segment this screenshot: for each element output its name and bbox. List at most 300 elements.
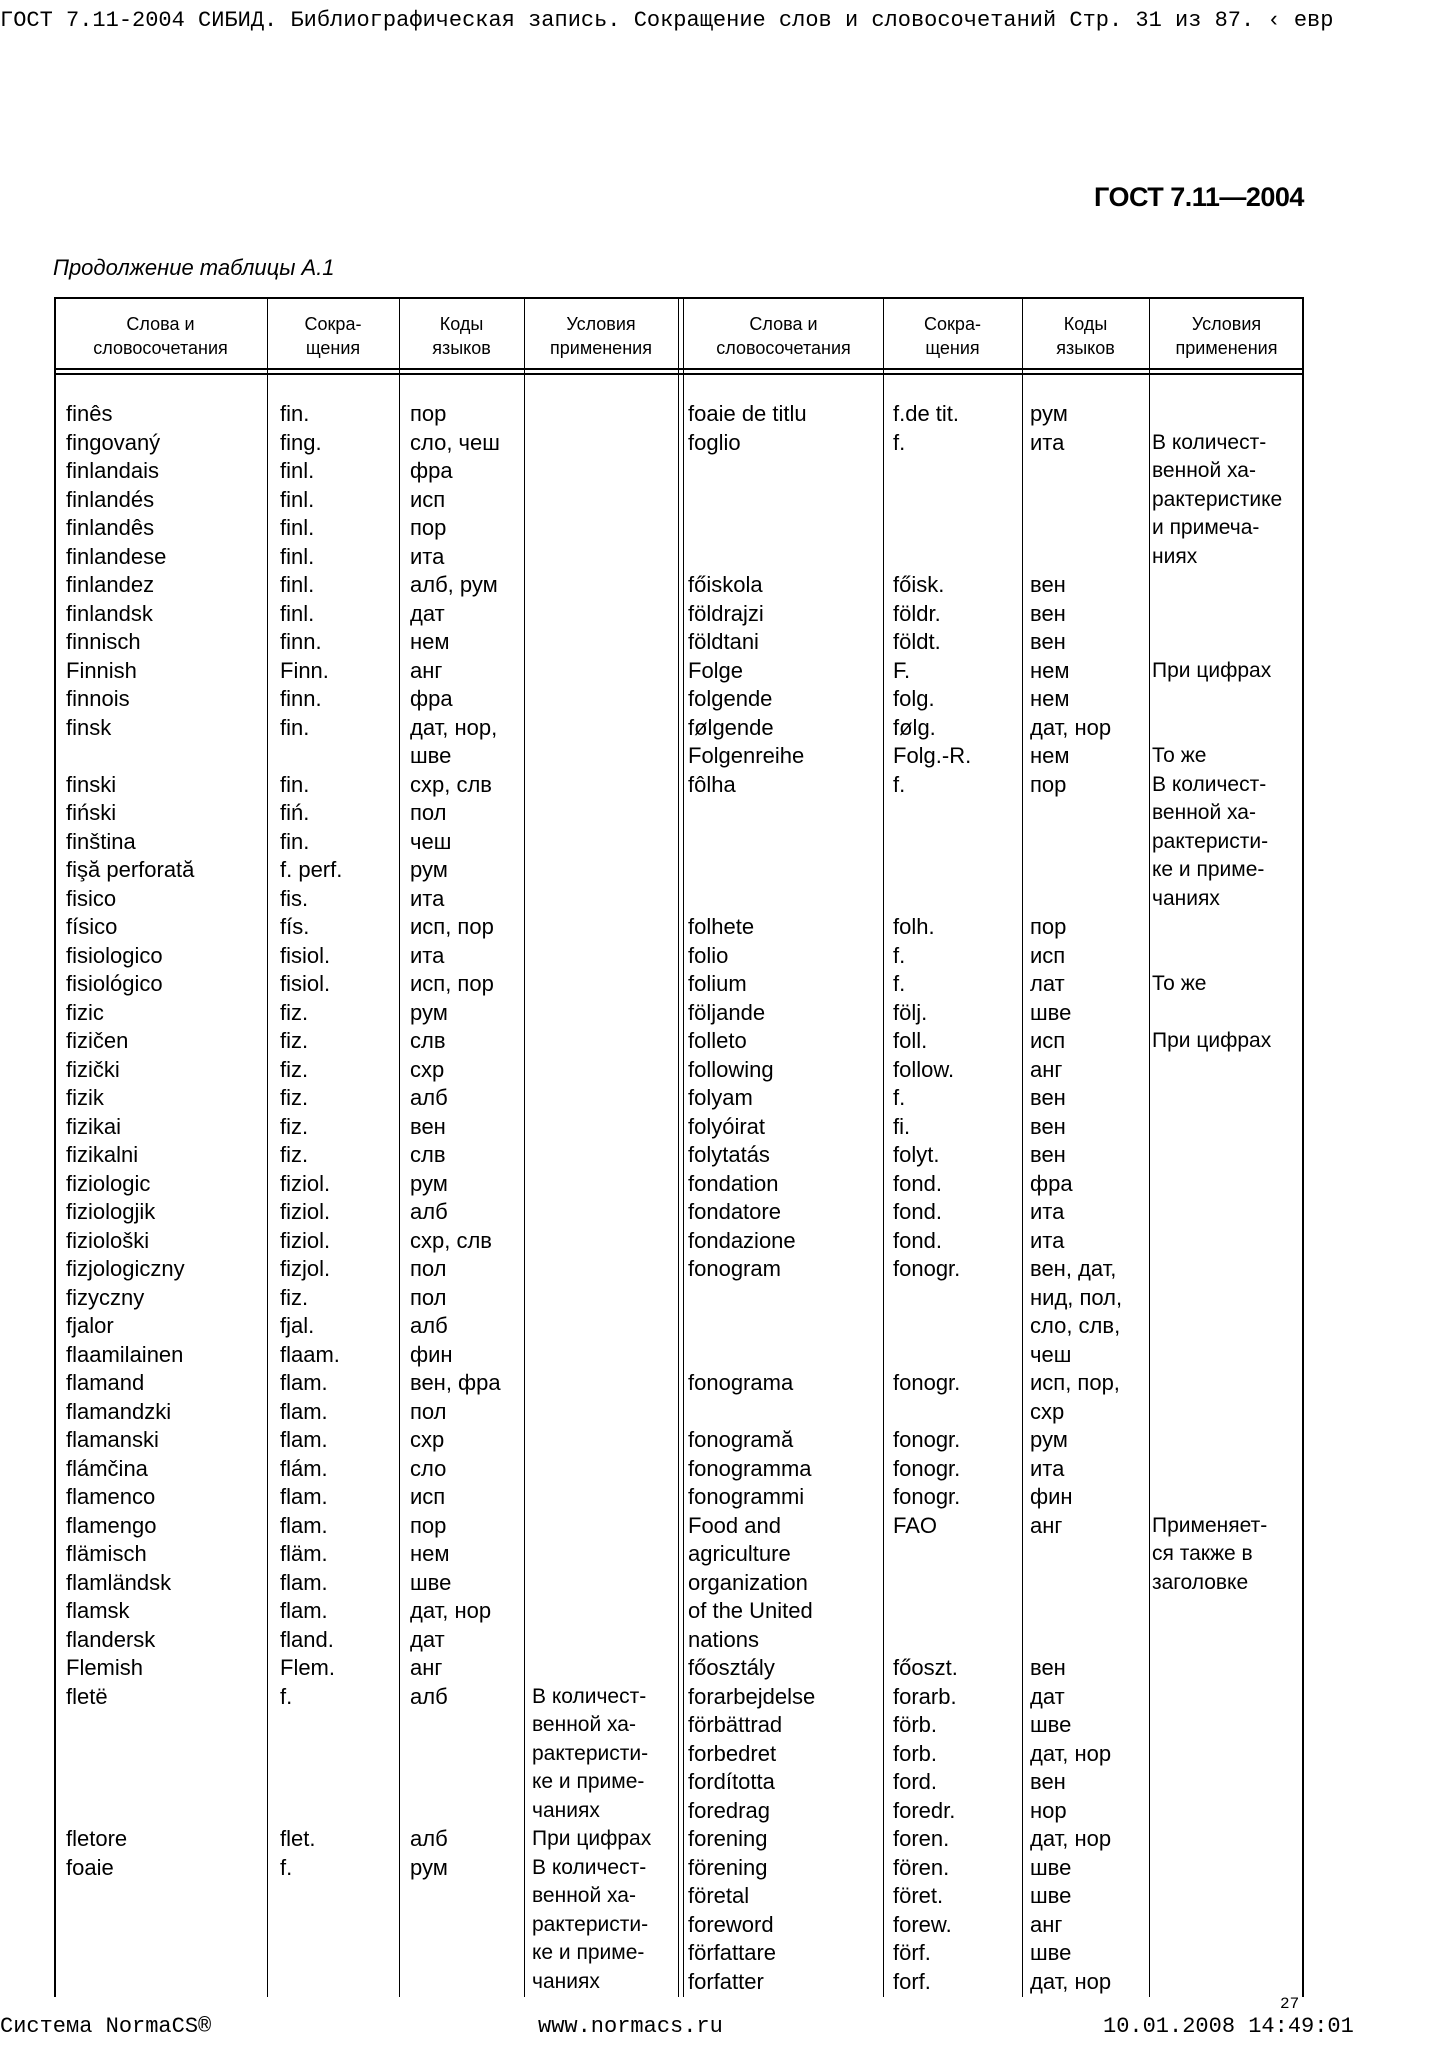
left-abbreviation-cell: fiz. <box>280 1113 309 1139</box>
right-abbreviation-cell: FAO <box>893 1512 938 1538</box>
right-condition-cell: То же <box>1152 744 1207 767</box>
right-word-cell: agriculture <box>688 1541 791 1566</box>
left-language-code-cell: шве <box>410 743 452 768</box>
right-language-code-cell: ита <box>1030 1199 1065 1224</box>
left-language-code-cell: ита <box>410 942 445 968</box>
right-word-cell: fonogrammi <box>688 1484 805 1509</box>
right-abbreviation-cell: fonogr. <box>893 1427 961 1452</box>
left-word-cell: fizyczny <box>66 1284 145 1310</box>
right-language-code-cell: шве <box>1030 1940 1072 1965</box>
left-language-code-cell: дат, нор, <box>410 714 498 740</box>
left-language-code-cell: алб <box>410 1313 448 1338</box>
right-language-code-cell: пор <box>1030 771 1067 797</box>
left-abbreviation-cell: fizjol. <box>280 1256 331 1281</box>
left-word-cell: flaamilainen <box>66 1341 184 1367</box>
right-abbreviation-cell: follow. <box>893 1056 955 1082</box>
left-language-code-cell: схр <box>410 1056 445 1082</box>
left-language-code-cell: вен, фра <box>410 1370 501 1395</box>
right-language-code-cell: исп, пор, <box>1030 1370 1120 1395</box>
left-word-cell: finski <box>66 771 117 797</box>
right-language-code-cell: вен <box>1030 572 1066 597</box>
column-header-line: Сокра- <box>924 314 981 334</box>
left-abbreviation-cell: finl. <box>280 543 315 569</box>
right-word-cell: organization <box>688 1569 808 1595</box>
left-word-cell: físico <box>66 914 118 939</box>
right-word-cell: følgende <box>688 714 774 740</box>
left-language-code-cell: исп, пор <box>410 914 494 939</box>
right-language-code-cell: шве <box>1030 1712 1072 1737</box>
left-language-code-cell: пол <box>410 1398 447 1424</box>
left-language-code-cell: исп <box>410 1484 446 1509</box>
left-language-code-cell: рум <box>410 857 448 882</box>
left-abbreviation-cell: flaam. <box>280 1341 340 1367</box>
left-abbreviation-cell: fisiol. <box>280 942 331 968</box>
right-abbreviation-cell: forew. <box>893 1911 952 1937</box>
left-word-cell: fizik <box>66 1085 104 1110</box>
column-header-line: щения <box>925 338 980 358</box>
left-language-code-cell: дат <box>410 1626 445 1652</box>
right-word-cell: following <box>688 1056 774 1082</box>
left-language-code-cell: алб <box>410 1199 448 1224</box>
left-abbreviation-cell: fiz. <box>280 1028 309 1053</box>
left-abbreviation-cell: finl. <box>280 572 315 597</box>
column-header-line: словосочетания <box>716 338 851 358</box>
left-word-cell: fiziologic <box>66 1170 151 1196</box>
left-word-cell: fisiológico <box>66 971 163 996</box>
left-language-code-cell: нем <box>410 629 450 654</box>
left-word-cell: fletë <box>66 1683 108 1709</box>
left-condition-cell: В количест- венной ха- рактеристи- ке и приме- чаниях <box>532 1855 649 1993</box>
left-language-code-cell: пор <box>410 515 447 540</box>
right-language-code-cell: шве <box>1030 999 1072 1025</box>
left-abbreviation-cell: finn. <box>280 629 322 654</box>
right-language-code-cell: сло, слв, <box>1030 1313 1121 1338</box>
right-abbreviation-cell: fonogr. <box>893 1484 961 1509</box>
left-word-cell: fingovaný <box>66 429 161 455</box>
left-word-cell: finlandese <box>66 543 167 569</box>
right-abbreviation-cell: følg. <box>893 714 936 740</box>
left-word-cell: flämisch <box>66 1541 147 1566</box>
right-word-cell: förening <box>688 1854 768 1880</box>
right-word-cell: folio <box>688 942 729 968</box>
left-language-code-cell: схр, слв <box>410 1227 492 1253</box>
right-word-cell: följande <box>688 999 766 1025</box>
left-language-code-cell: фин <box>410 1341 453 1367</box>
left-abbreviation-cell: f. perf. <box>280 857 343 882</box>
column-header-line: применения <box>1175 338 1278 358</box>
column-header <box>399 312 524 366</box>
right-word-cell: földrajzi <box>688 600 764 626</box>
column-divider <box>1149 297 1150 1997</box>
left-abbreviation-cell: flám. <box>280 1455 328 1481</box>
right-condition-cell: При цифрах <box>1152 658 1272 682</box>
left-abbreviation-cell: fin. <box>280 771 310 797</box>
left-language-code-cell: дат <box>410 600 445 626</box>
left-word-cell: fizikai <box>66 1113 122 1139</box>
left-word-cell: fişă perforată <box>66 857 195 882</box>
right-word-cell: forbedret <box>688 1740 777 1766</box>
right-abbreviation-cell: folg. <box>893 686 935 711</box>
right-word-cell: fondatore <box>688 1199 781 1224</box>
right-abbreviation-cell: f. <box>893 1085 906 1110</box>
column-header-line: Сокра- <box>304 314 362 334</box>
left-word-cell: fiński <box>66 800 117 825</box>
column-header-line: Коды <box>1063 314 1108 334</box>
abbreviation-table <box>54 297 1304 1997</box>
page-info: Стр. 31 из 87. <box>1069 8 1255 33</box>
left-word-cell: finlandês <box>66 515 155 540</box>
left-abbreviation-cell: fiz. <box>280 999 309 1025</box>
left-language-code-cell: дат, нор <box>410 1598 492 1623</box>
right-language-code-cell: рум <box>1030 401 1068 426</box>
right-abbreviation-cell: földr. <box>893 600 941 626</box>
right-language-code-cell: ита <box>1030 1227 1065 1253</box>
left-language-code-cell: слв <box>410 1142 446 1167</box>
standard-designation: ГОСТ 7.11—2004 <box>1094 182 1304 212</box>
right-word-cell: forfatter <box>688 1968 764 1994</box>
left-word-cell: foaie <box>66 1854 114 1880</box>
header-divider <box>54 368 1304 370</box>
right-word-cell: Folge <box>688 657 744 683</box>
left-word-cell: finlandsk <box>66 600 153 626</box>
left-abbreviation-cell: f. <box>280 1683 293 1709</box>
left-word-cell: flamand <box>66 1370 145 1395</box>
column-header-line: применения <box>550 338 652 358</box>
left-condition-cell: В количест- венной ха- рактеристи- ке и приме- чаниях <box>532 1684 649 1822</box>
right-condition-cell: Применяет- ся также в заголовке <box>1152 1513 1268 1594</box>
right-language-code-cell: дат, нор <box>1030 1968 1112 1994</box>
left-word-cell: fizički <box>66 1056 120 1082</box>
right-word-cell: forening <box>688 1826 768 1851</box>
right-word-cell: foaie de titlu <box>688 401 807 426</box>
right-word-cell: földtani <box>688 629 759 654</box>
left-abbreviation-cell: flet. <box>280 1826 316 1851</box>
left-language-code-cell: фра <box>410 458 453 483</box>
right-language-code-cell: нем <box>1030 743 1070 768</box>
left-word-cell: flámčina <box>66 1455 148 1481</box>
right-word-cell: fordította <box>688 1769 775 1794</box>
left-word-cell: fizjologiczny <box>66 1256 185 1281</box>
right-abbreviation-cell: Folg.-R. <box>893 743 972 768</box>
right-abbreviation-cell: fond. <box>893 1199 942 1224</box>
column-divider <box>678 297 679 1997</box>
right-language-code-cell: ита <box>1030 429 1065 455</box>
column-header-line: Условия <box>566 314 636 334</box>
column-header-line: Слова и <box>126 314 195 334</box>
right-abbreviation-cell: fören. <box>893 1854 950 1880</box>
left-word-cell: flamengo <box>66 1512 157 1538</box>
right-abbreviation-cell: foll. <box>893 1028 928 1053</box>
left-abbreviation-cell: flam. <box>280 1569 328 1595</box>
right-word-cell: folleto <box>688 1028 747 1053</box>
right-language-code-cell: вен <box>1030 1655 1066 1680</box>
right-language-code-cell: схр <box>1030 1398 1065 1424</box>
right-word-cell: fonogram <box>688 1256 781 1281</box>
left-word-cell: fisico <box>66 885 117 911</box>
left-abbreviation-cell: fis. <box>280 885 309 911</box>
right-abbreviation-cell: forf. <box>893 1968 931 1994</box>
right-abbreviation-cell: fonogr. <box>893 1256 961 1281</box>
document-title: ГОСТ 7.11-2004 СИБИД. Библиографическая запись. Сокращение слов и словосочетаний <box>0 8 1057 33</box>
left-language-code-cell: пол <box>410 800 447 825</box>
left-abbreviation-cell: fiń. <box>280 800 310 825</box>
right-condition-cell: В количест- венной ха- рактеристи- ке и приме- чаниях <box>1152 772 1269 910</box>
right-language-code-cell: вен <box>1030 1113 1066 1139</box>
column-header <box>1149 312 1304 366</box>
left-word-cell: fizikalni <box>66 1142 139 1167</box>
left-abbreviation-cell: flam. <box>280 1598 328 1623</box>
column-divider <box>267 297 268 1997</box>
left-language-code-cell: рум <box>410 1854 448 1880</box>
left-word-cell: flandersk <box>66 1626 156 1652</box>
right-abbreviation-cell: f. <box>893 942 906 968</box>
left-word-cell: finlandés <box>66 486 155 512</box>
column-header-line: щения <box>305 338 361 358</box>
right-abbreviation-cell: fi. <box>893 1113 911 1139</box>
right-condition-cell: В количест- венной ха- рактеристике и примеча- ниях <box>1152 430 1283 568</box>
right-language-code-cell: дат <box>1030 1683 1065 1709</box>
left-word-cell: fisiologico <box>66 942 163 968</box>
column-divider <box>1022 297 1023 1997</box>
left-abbreviation-cell: fiziol. <box>280 1199 331 1224</box>
column-header <box>1022 312 1149 366</box>
left-language-code-cell: ита <box>410 543 445 569</box>
left-language-code-cell: схр <box>410 1427 445 1452</box>
right-abbreviation-cell: ford. <box>893 1769 938 1794</box>
right-word-cell: nations <box>688 1626 759 1652</box>
left-language-code-cell: фра <box>410 686 453 711</box>
left-word-cell: Finnish <box>66 657 137 683</box>
right-language-code-cell: анг <box>1030 1512 1063 1538</box>
left-abbreviation-cell: fin. <box>280 401 310 426</box>
right-language-code-cell: вен <box>1030 629 1066 654</box>
column-header <box>54 312 267 366</box>
left-language-code-cell: анг <box>410 657 443 683</box>
left-abbreviation-cell: flam. <box>280 1484 328 1509</box>
right-language-code-cell: дат, нор <box>1030 1740 1112 1766</box>
left-abbreviation-cell: flam. <box>280 1370 328 1395</box>
right-language-code-cell: вен, дат, <box>1030 1256 1117 1281</box>
right-word-cell: foreword <box>688 1911 774 1937</box>
right-word-cell: fondation <box>688 1170 779 1196</box>
right-language-code-cell: ита <box>1030 1455 1065 1481</box>
right-abbreviation-cell: följ. <box>893 999 928 1025</box>
right-word-cell: főiskola <box>688 572 763 597</box>
header-divider-double <box>54 373 1304 375</box>
left-language-code-cell: исп, пор <box>410 971 494 996</box>
right-abbreviation-cell: folh. <box>893 914 935 939</box>
left-abbreviation-cell: fläm. <box>280 1541 328 1566</box>
right-language-code-cell: вен <box>1030 1142 1066 1167</box>
right-abbreviation-cell: föret. <box>893 1883 944 1908</box>
left-abbreviation-cell: finl. <box>280 458 315 483</box>
right-word-cell: Food and <box>688 1512 781 1538</box>
left-abbreviation-cell: fjal. <box>280 1313 315 1338</box>
right-word-cell: folium <box>688 971 747 996</box>
left-word-cell: finnisch <box>66 629 141 654</box>
column-divider <box>524 297 525 1997</box>
left-word-cell: Flemish <box>66 1655 144 1680</box>
left-word-cell: flamanski <box>66 1427 159 1452</box>
column-header-line: Условия <box>1191 314 1262 334</box>
page-number: 27 <box>1280 1995 1300 2013</box>
column-divider <box>683 297 684 1997</box>
right-abbreviation-cell: foren. <box>893 1826 950 1851</box>
left-word-cell: fiziološki <box>66 1227 150 1253</box>
left-language-code-cell: ита <box>410 885 445 911</box>
right-word-cell: főosztály <box>688 1655 775 1680</box>
right-abbreviation-cell: f. <box>893 971 906 996</box>
left-language-code-cell: сло <box>410 1455 447 1481</box>
right-language-code-cell: вен <box>1030 1769 1066 1794</box>
left-abbreviation-cell: fin. <box>280 828 310 854</box>
left-word-cell: finês <box>66 401 113 426</box>
right-language-code-cell: анг <box>1030 1056 1063 1082</box>
left-language-code-cell: алб, рум <box>410 572 498 597</box>
right-word-cell: fondazione <box>688 1227 796 1253</box>
right-word-cell: fonogramă <box>688 1427 794 1452</box>
right-word-cell: of the United <box>688 1598 813 1623</box>
left-language-code-cell: пор <box>410 1512 447 1538</box>
left-word-cell: finlandez <box>66 572 155 597</box>
left-abbreviation-cell: finl. <box>280 600 315 626</box>
right-language-code-cell: дат, нор <box>1030 714 1112 740</box>
column-header <box>267 312 399 366</box>
right-word-cell: fonogramma <box>688 1455 812 1481</box>
right-condition-cell: При цифрах <box>1152 1029 1272 1052</box>
right-abbreviation-cell: fond. <box>893 1170 942 1196</box>
right-language-code-cell: фра <box>1030 1170 1073 1196</box>
left-abbreviation-cell: Flem. <box>280 1655 335 1680</box>
right-abbreviation-cell: f.de tit. <box>893 401 960 426</box>
document-title-bar <box>0 6 1449 36</box>
left-abbreviation-cell: fing. <box>280 429 322 455</box>
left-word-cell: flamsk <box>66 1598 130 1623</box>
right-word-cell: folyóirat <box>688 1113 766 1139</box>
column-divider <box>883 297 884 1997</box>
left-language-code-cell: пол <box>410 1284 447 1310</box>
column-divider <box>399 297 400 1997</box>
right-abbreviation-cell: fonogr. <box>893 1370 961 1395</box>
column-header-line: Слова и <box>749 314 818 334</box>
left-language-code-cell: нем <box>410 1541 450 1566</box>
left-language-code-cell: слв <box>410 1028 446 1053</box>
footer-url[interactable]: www.normacs.ru <box>538 2014 723 2039</box>
left-abbreviation-cell: fiziol. <box>280 1227 331 1253</box>
right-word-cell: fonograma <box>688 1370 794 1395</box>
left-abbreviation-cell: fiz. <box>280 1056 309 1082</box>
left-language-code-cell: исп <box>410 486 446 512</box>
left-word-cell: finlandais <box>66 458 159 483</box>
left-word-cell: fletore <box>66 1826 128 1851</box>
right-abbreviation-cell: főisk. <box>893 572 945 597</box>
right-language-code-cell: анг <box>1030 1911 1063 1937</box>
right-word-cell: folytatás <box>688 1142 770 1167</box>
right-language-code-cell: фин <box>1030 1484 1073 1509</box>
left-word-cell: fizičen <box>66 1028 129 1053</box>
left-abbreviation-cell: flam. <box>280 1512 328 1538</box>
left-language-code-cell: алб <box>410 1826 448 1851</box>
left-language-code-cell: вен <box>410 1113 446 1139</box>
left-word-cell: finština <box>66 828 136 854</box>
right-language-code-cell: дат, нор <box>1030 1826 1112 1851</box>
right-word-cell: företal <box>688 1883 750 1908</box>
left-abbreviation-cell: fiziol. <box>280 1170 331 1196</box>
left-abbreviation-cell: finl. <box>280 486 315 512</box>
left-word-cell: finnois <box>66 686 130 711</box>
right-word-cell: förbättrad <box>688 1712 783 1737</box>
column-header <box>684 312 883 366</box>
left-language-code-cell: алб <box>410 1683 448 1709</box>
left-language-code-cell: схр, слв <box>410 771 492 797</box>
left-language-code-cell: пор <box>410 401 447 426</box>
left-word-cell: flamländsk <box>66 1569 172 1595</box>
right-language-code-cell: чеш <box>1030 1341 1072 1367</box>
column-header-line: словосочетания <box>93 338 228 358</box>
column-header <box>524 312 678 366</box>
right-language-code-cell: нор <box>1030 1797 1067 1823</box>
left-language-code-cell: сло, чеш <box>410 429 500 455</box>
right-word-cell: folyam <box>688 1085 753 1110</box>
left-abbreviation-cell: flam. <box>280 1398 328 1424</box>
left-abbreviation-cell: finl. <box>280 515 315 540</box>
right-abbreviation-cell: förb. <box>893 1712 938 1737</box>
right-abbreviation-cell: forb. <box>893 1740 938 1766</box>
table-continuation-caption: Продолжение таблицы А.1 <box>53 255 335 280</box>
left-word-cell: finsk <box>66 714 112 740</box>
right-word-cell: författare <box>688 1940 777 1965</box>
right-abbreviation-cell: f. <box>893 771 906 797</box>
right-abbreviation-cell: forarb. <box>893 1683 957 1709</box>
left-word-cell: fjalor <box>66 1313 114 1338</box>
left-word-cell: flamenco <box>66 1484 156 1509</box>
right-language-code-cell: исп <box>1030 942 1066 968</box>
right-language-code-cell: исп <box>1030 1028 1066 1053</box>
left-abbreviation-cell: fin. <box>280 714 310 740</box>
right-abbreviation-cell: fonogr. <box>893 1455 961 1481</box>
footer-datetime: 10.01.2008 14:49:01 <box>1103 2014 1354 2039</box>
left-word-cell: fiziologjik <box>66 1199 156 1224</box>
column-header-line: языков <box>1056 338 1115 358</box>
left-language-code-cell: пол <box>410 1256 447 1281</box>
left-abbreviation-cell: fís. <box>280 914 310 939</box>
right-abbreviation-cell: fond. <box>893 1227 942 1253</box>
left-abbreviation-cell: finn. <box>280 686 322 711</box>
right-language-code-cell: пор <box>1030 914 1067 939</box>
left-language-code-cell: алб <box>410 1085 448 1110</box>
column-header-line: Коды <box>439 314 484 334</box>
right-abbreviation-cell: folyt. <box>893 1142 940 1167</box>
left-abbreviation-cell: Finn. <box>280 657 329 683</box>
right-language-code-cell: вен <box>1030 1085 1066 1110</box>
left-language-code-cell: шве <box>410 1569 452 1595</box>
footer-system: Система NormaCS® <box>0 2014 212 2039</box>
right-word-cell: Folgenreihe <box>688 743 805 768</box>
right-language-code-cell: рум <box>1030 1427 1068 1452</box>
right-language-code-cell: нем <box>1030 657 1070 683</box>
left-abbreviation-cell: fiz. <box>280 1085 309 1110</box>
right-language-code-cell: шве <box>1030 1883 1072 1908</box>
right-language-code-cell: шве <box>1030 1854 1072 1880</box>
right-word-cell: fôlha <box>688 771 736 797</box>
right-abbreviation-cell: foredr. <box>893 1797 956 1823</box>
right-word-cell: foredrag <box>688 1797 770 1823</box>
column-header <box>883 312 1022 366</box>
left-abbreviation-cell: fiz. <box>280 1284 309 1310</box>
right-abbreviation-cell: F. <box>893 657 911 683</box>
right-word-cell: foglio <box>688 429 741 455</box>
right-language-code-cell: нем <box>1030 686 1070 711</box>
